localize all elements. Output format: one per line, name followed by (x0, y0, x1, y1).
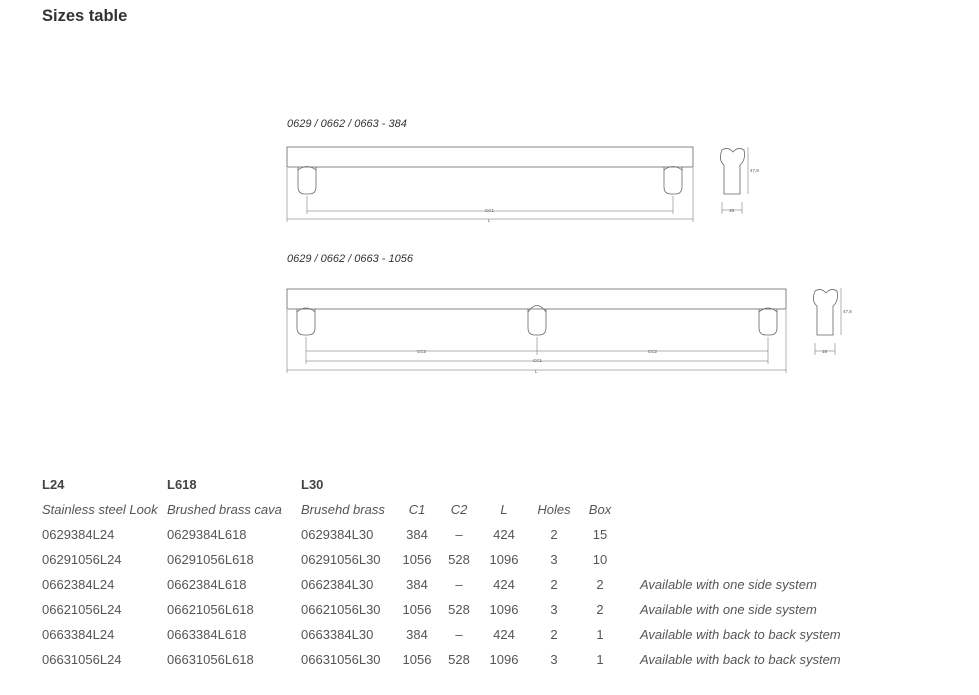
code-l24: 0629384L24 (42, 527, 115, 542)
value-c1: 1056 (402, 552, 432, 567)
header-l: L (500, 502, 508, 517)
value-l: 424 (493, 627, 515, 642)
value-c2: 528 (448, 602, 470, 617)
table-row (38, 572, 845, 597)
header-stainless: Stainless steel Look (42, 502, 158, 517)
dim-width-label: 18 (729, 208, 735, 213)
code-l30: 06291056L30 (301, 552, 381, 567)
availability-note (620, 547, 845, 572)
value-holes: 3 (550, 552, 558, 567)
code-l24: 06621056L24 (42, 602, 122, 617)
value-c2: – (455, 527, 463, 542)
dim-width-label: 18 (822, 349, 828, 354)
availability-note: Available with back to back system (640, 652, 841, 667)
sizes-table (38, 472, 845, 672)
code-l30: 0662384L30 (301, 577, 374, 592)
availability-note: Available with back to back system (640, 627, 841, 642)
header-c1: C1 (408, 502, 426, 517)
value-box: 1 (596, 652, 604, 667)
finish-l30: L30 (301, 477, 324, 492)
dim-cc2-left-label: CC2 (417, 349, 427, 354)
value-c2: – (455, 577, 463, 592)
finish-l24: L24 (42, 477, 65, 492)
dim-height-label: 47,8 (843, 309, 852, 314)
value-l: 1096 (489, 552, 519, 567)
code-l30: 0629384L30 (301, 527, 374, 542)
drawing-1056-caption: 0629 / 0662 / 0663 - 1056 (287, 253, 413, 265)
value-c1: 384 (406, 527, 428, 542)
value-l: 1096 (489, 652, 519, 667)
header-holes: Holes (537, 502, 571, 517)
code-l618: 0629384L618 (167, 527, 247, 542)
value-box: 2 (596, 602, 604, 617)
value-c1: 384 (406, 627, 428, 642)
value-box: 1 (596, 627, 604, 642)
value-box: 10 (592, 552, 608, 567)
value-box: 15 (592, 527, 608, 542)
value-c2: 528 (448, 552, 470, 567)
header-brushed-brass: Brusehd brass (301, 502, 385, 517)
code-l618: 0663384L618 (167, 627, 247, 642)
finish-row (38, 472, 845, 497)
code-l24: 06291056L24 (42, 552, 122, 567)
header-box: Box (588, 502, 612, 517)
code-l24: 06631056L24 (42, 652, 122, 667)
code-l24: 0662384L24 (42, 577, 115, 592)
dim-cc2-right-label: CC2 (648, 349, 658, 354)
table-row (38, 547, 845, 572)
dim-cc1-label: CC1 (485, 208, 495, 213)
code-l24: 0663384L24 (42, 627, 115, 642)
value-box: 2 (596, 577, 604, 592)
value-c2: – (455, 627, 463, 642)
table-row (38, 522, 845, 547)
value-holes: 3 (550, 652, 558, 667)
value-c1: 1056 (402, 602, 432, 617)
value-c1: 1056 (402, 652, 432, 667)
dim-cc1-label: CC1 (533, 358, 543, 363)
table-header-row (38, 497, 845, 522)
finish-l618: L618 (167, 477, 197, 492)
availability-note (620, 522, 845, 547)
dim-height-label: 47,8 (750, 168, 759, 173)
table-row (38, 597, 845, 622)
table-row (38, 647, 845, 672)
code-l618: 06291056L618 (167, 552, 254, 567)
value-holes: 2 (550, 627, 558, 642)
code-l618: 06621056L618 (167, 602, 254, 617)
header-c2: C2 (450, 502, 468, 517)
code-l618: 0662384L618 (167, 577, 247, 592)
drawing-1056-side (813, 288, 841, 355)
value-c2: 528 (448, 652, 470, 667)
value-holes: 2 (550, 577, 558, 592)
code-l30: 06621056L30 (301, 602, 381, 617)
value-l: 1096 (489, 602, 519, 617)
drawing-384-side (720, 147, 748, 214)
value-l: 424 (493, 577, 515, 592)
value-holes: 2 (550, 527, 558, 542)
value-c1: 384 (406, 577, 428, 592)
header-brushed-brass-cava: Brushed brass cava (167, 502, 282, 517)
table-row (38, 622, 845, 647)
code-l618: 06631056L618 (167, 652, 254, 667)
value-holes: 3 (550, 602, 558, 617)
code-l30: 0663384L30 (301, 627, 374, 642)
dim-length-label: L (488, 218, 491, 223)
value-l: 424 (493, 527, 515, 542)
code-l30: 06631056L30 (301, 652, 381, 667)
availability-note: Available with one side system (640, 602, 817, 617)
page-title: Sizes table (42, 7, 128, 25)
dim-length-label: L (535, 369, 538, 374)
drawing-384-caption: 0629 / 0662 / 0663 - 384 (287, 118, 407, 130)
availability-note: Available with one side system (640, 577, 817, 592)
